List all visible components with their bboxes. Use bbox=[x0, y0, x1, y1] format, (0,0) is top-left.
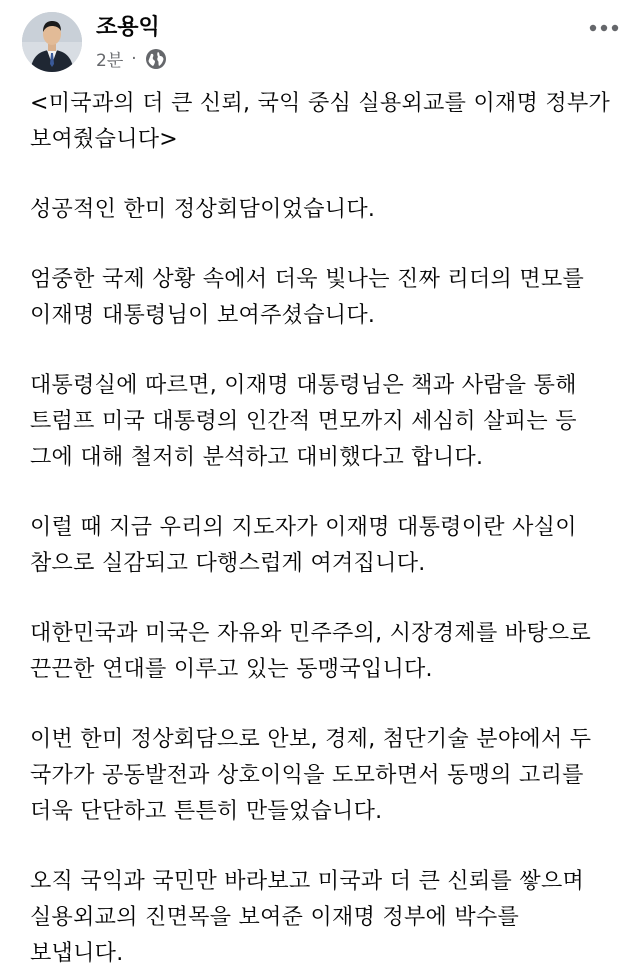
post-paragraph: 엄중한 국제 상황 속에서 더욱 빛나는 진짜 리더의 면모를 이재명 대통령님이 보여주셨습니다. bbox=[30, 267, 585, 328]
post-paragraph: 이럴 때 지금 우리의 지도자가 이재명 대통령이란 사실이 참으로 실감되고 다행스럽게 여겨집니다. bbox=[30, 515, 577, 576]
post-header bbox=[0, 0, 640, 82]
meta-separator: · bbox=[131, 48, 137, 69]
avatar[interactable] bbox=[22, 12, 82, 72]
post-paragraph: 대통령실에 따르면, 이재명 대통령님은 책과 사람을 통해 트럼프 미국 대통령의 인간적 면모까지 세심히 살피는 등 그에 대해 철저히 분석하고 대비했다고 합니다. bbox=[30, 373, 577, 470]
profile-photo bbox=[22, 12, 82, 72]
post-timestamp[interactable]: 2분 bbox=[96, 51, 124, 71]
more-options-icon[interactable] bbox=[586, 18, 622, 38]
post-paragraph-title: <미국과의 더 큰 신뢰, 국익 중심 실용외교를 이재명 정부가 보여줬습니다> bbox=[30, 91, 611, 152]
post-paragraph: 성공적인 한미 정상회담이었습니다. bbox=[30, 197, 376, 222]
post-paragraph: 대한민국과 미국은 자유와 민주주의, 시장경제를 바탕으로 끈끈한 연대를 이루고 있는 동맹국입니다. bbox=[30, 621, 592, 682]
post-paragraph: 오직 국익과 국민만 바라보고 미국과 더 큰 신뢰를 쌓으며 실용외교의 진면목을 보여준 이재명 정부에 박수를 보냅니다. bbox=[30, 869, 585, 966]
post-body bbox=[0, 82, 640, 972]
author-name[interactable]: 조용익 bbox=[96, 15, 160, 40]
globe-icon[interactable] bbox=[145, 48, 167, 70]
post-paragraph: 이번 한미 정상회담으로 안보, 경제, 첨단기술 분야에서 두 국가가 공동발전과 상호이익을 도모하면서 동맹의 고리를 더욱 단단하고 튼튼히 만들었습니다. bbox=[30, 727, 592, 824]
post-meta bbox=[96, 46, 167, 71]
